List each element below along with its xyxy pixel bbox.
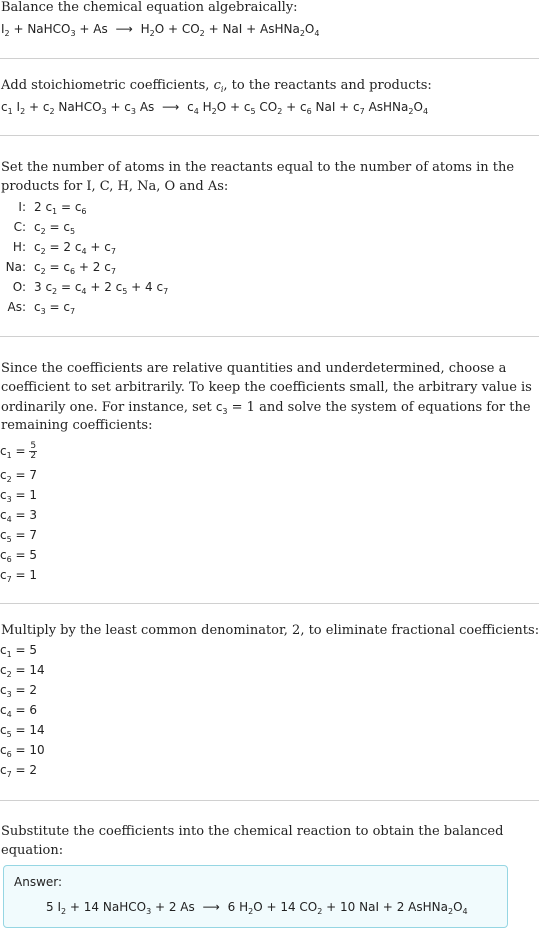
step3-line1: Since the coefficients are relative quantities and underdetermined, choose a bbox=[1, 361, 507, 376]
equation-row bbox=[0, 258, 116, 277]
step3-line3: ordinarily one. For instance, set $c_3 = 1$ and solve the system of equations for the bbox=[1, 400, 531, 416]
atom-label: Na: bbox=[5, 260, 26, 274]
coefficient-row: $c_6 = 5$ bbox=[0, 548, 38, 564]
coefficient-row: $c_4 = 6$ bbox=[0, 703, 38, 719]
divider bbox=[0, 800, 539, 801]
coefficient-row: $c_7 = 2$ bbox=[0, 763, 38, 779]
answer-box bbox=[3, 865, 508, 928]
atom-equation: 3 $c_2 = c_4 + 2$ $c_5 + 4$ $c_7$ bbox=[34, 280, 169, 296]
coefficient-row: $c_2 = 7$ bbox=[0, 468, 38, 484]
balanced-equation: 5 $I_2 + 14$ NaHCO$_3$ + 2 As ⟶ 6 $H_2O + 14$ $CO_2 + 10$ NaI + 2 $AsHNa_2O_4$ bbox=[46, 900, 468, 916]
atom-label: H: bbox=[12, 240, 26, 254]
equation-row bbox=[0, 218, 76, 237]
step4-text: Multiply by the least common denominator, 2, to eliminate fractional coefficients: bbox=[1, 623, 539, 638]
coefficient-row: $c_6 = 10$ bbox=[0, 743, 45, 759]
equation-row bbox=[0, 298, 76, 317]
coefficient-row: $c_1 = 5$ bbox=[0, 643, 38, 659]
atom-label: C: bbox=[13, 220, 26, 234]
coefficient-row: $c_5 = 7$ bbox=[0, 528, 38, 544]
divider bbox=[0, 336, 539, 337]
atom-label: I: bbox=[18, 200, 26, 214]
step5-line1: Substitute the coefficients into the chemical reaction to obtain the balanced bbox=[1, 824, 504, 839]
coefficient-row: $c_5 = 14$ bbox=[0, 723, 45, 739]
atom-equation: $c_2 = c_5$ bbox=[34, 220, 76, 236]
unbalanced-equation: $I_2$ + NaHCO$_3$ + As ⟶ $H_2O + CO_2$ + NaI + $AsHNa_2O_4$ bbox=[1, 22, 320, 38]
equation-row bbox=[0, 238, 116, 257]
divider bbox=[0, 135, 539, 136]
atom-equation: $c_2 = c_6 + 2$ $c_7$ bbox=[34, 260, 116, 276]
coefficient-row: $c_3 = 1$ bbox=[0, 488, 38, 504]
step3-line4: remaining coefficients: bbox=[1, 418, 153, 433]
atom-equation: $c_3 = c_7$ bbox=[34, 300, 76, 316]
divider bbox=[0, 603, 539, 604]
atom-equation: $c_2 = 2$ $c_4 + c_7$ bbox=[34, 240, 116, 256]
atom-equation: 2 $c_1 = c_6$ bbox=[34, 200, 87, 216]
atom-label: As: bbox=[7, 300, 26, 314]
step1-text: Add stoichiometric coefficients, $c_i$, to the reactants and products: bbox=[1, 78, 432, 94]
step5-line2: equation: bbox=[1, 843, 64, 858]
coefficient-row: $c_1$ = $\frac{5}{2}$ bbox=[0, 441, 37, 461]
equation-row bbox=[0, 278, 169, 297]
step3-line2: coefficient to set arbitrarily. To keep the coefficients small, the arbitrary value is bbox=[1, 380, 532, 395]
coefficient-row: $c_3 = 2$ bbox=[0, 683, 38, 699]
step2-line1: Set the number of atoms in the reactants equal to the number of atoms in the bbox=[1, 160, 515, 175]
atom-label: O: bbox=[12, 280, 26, 294]
coefficient-row: $c_2 = 14$ bbox=[0, 663, 45, 679]
answer-label: Answer: bbox=[14, 875, 63, 889]
fraction: $\frac{5}{2}$ bbox=[30, 441, 37, 461]
step2-line2: products for I, C, H, Na, O and As: bbox=[1, 179, 229, 194]
equation-with-coefficients: $c_1$ $I_2 + c_2$ NaHCO$_3$ + $c_3$ As ⟶ $c_4$ $H_2O + c_5$ $CO_2 + c_6$ NaI + $c_7$ $AsHNa_2O_4$ bbox=[1, 100, 429, 116]
intro-text: Balance the chemical equation algebraically: bbox=[1, 0, 298, 15]
divider bbox=[0, 58, 539, 59]
coefficient-row: $c_4 = 3$ bbox=[0, 508, 38, 524]
coefficient-row: $c_7 = 1$ bbox=[0, 568, 38, 584]
equation-row bbox=[0, 198, 87, 217]
